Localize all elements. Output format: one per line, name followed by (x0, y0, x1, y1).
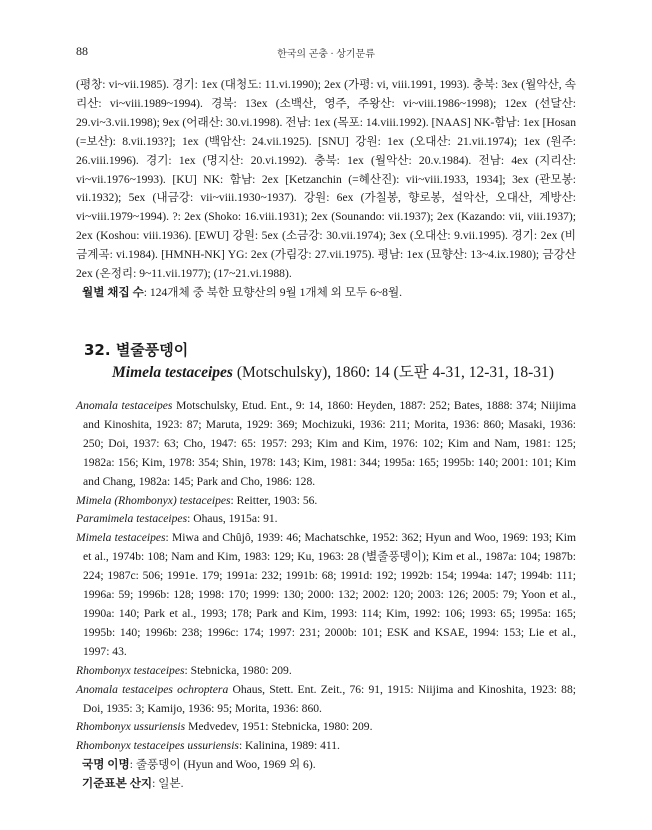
synonym-citations: Motschulsky, Etud. Ent., 9: 14, 1860: Heyden, 1887: 252; Bates, 1888: 374; Niijima and Kinoshita, 1923: 87; Maruta, 1929: 369; Mochizuki, 1936: 211; Morita, 1936: 860; Masaki, 1936: 250; Doi, 1937: 63; Cho, 1947: 65: 1957: 293; Kim and Kim, 1976: 102; Kim and Nam, 1981: 125; 1982a: 156; Kim, 1978: 354; Shin, 1978: 143; Kim, 1981: 344; 1995a: 165; 1995b: 140; 2001: 101; Kim and Chang, 1982a: 145; Park and Cho, 1986: 128. (83, 399, 576, 488)
synonym-name: Anomala testaceipes (76, 399, 173, 412)
species-number-line (84, 340, 584, 360)
records-paragraph: (평창: vi~vii.1985). 경기: 1ex (대청도: 11.vi.1990); 2ex (가평: vi, viii.1991, 1993). 충북: 3ex (월악산, 속리산: vi~viii.1989~1994). 경북: 13ex (소백산, 영주, 주왕산: vi~viii.1986~1998); 12ex (선달산: 29.vi~3.vii.1998); 9ex (어래산: 30.vi.1998). 전남: 1ex (목포: 14.viii.1992). [NAAS] NK-함남: 1ex [Hosan (=보산): 8.vii.193?]; 1ex (백암산: 24.vii.1925). [SNU] 강원: 1ex (오대산: 21.vii.1974); 1ex (원주: 26.viii.1996). 경기: 1ex (명지산: 20.vi.1992). 충북: 1ex (월악산: 20.v.1984). 전남: 4ex (지리산: vi~vii.1976~1993). [KU] NK: 함남: 2ex [Ketzanchin (=혜산진): vii~viii.1933, 1934]; 3ex (관모봉: vii.1932); 5ex (내금강: vii~viii.1930~1937). 강원: 6ex (가칠봉, 향로봉, 설악산, 오대산, 계방산: vi~viii.1979~1994). ?: 2ex (Shoko: 16.viii.1931); 2ex (Sounando: vii.1937); 2ex (Kazando: vii, viii.1937); 2ex (Koshou: viii.1936). [EWU] 강원: 5ex (소금강: 30.vii.1974); 3ex (오대산: 9.vii.1995). 경기: 2ex (비금계곡: vi.1984). [HMNH-NK] YG: 2ex (가림강: 27.vii.1975). 평남: 1ex (묘향산: 13~4.ix.1980); 금강산 2ex (온정리: 9~11.vii.1977); (17~21.vi.1988). (76, 78, 576, 281)
synonym-entry (76, 510, 576, 529)
synonymy-list (76, 397, 576, 794)
running-head: 한국의 곤충 · 상기문류 (277, 49, 375, 60)
korean-name-variants-text: : 줄풍뎅이 (Hyun and Woo, 1969 외 6). (129, 758, 316, 772)
synonym-citations: Medvedev, 1951: Stebnicka, 1980: 209. (185, 720, 373, 734)
species-scientific-line (112, 362, 584, 383)
synonym-entry (76, 492, 576, 511)
synonym-citations: : Reitter, 1903: 56. (230, 493, 318, 507)
synonym-name: Rhombonyx testaceipes ussuriensis (76, 739, 239, 753)
species-scientific-name: Mimela testaceipes (112, 364, 233, 381)
synonym-citations: : Kalinina, 1989: 411. (238, 739, 340, 753)
synonym-entry (76, 718, 576, 737)
species-number: 32. (84, 341, 111, 359)
synonym-entry (76, 397, 576, 492)
synonym-name: Mimela (Rhombonyx) testaceipes (76, 493, 231, 507)
synonym-name: Rhombonyx ussuriensis (76, 720, 186, 734)
synonym-citations: : Miwa and Chûjô, 1939: 46; Machatschke, 1952: 362; Hyun and Woo, 1969: 193; Kim et al., 1974b: 108; Nam and Kim, 1983: 129; Ku, 1963: 28 (별줄풍뎅이); Kim et al., 1987a: 104; 1987b: 224; 1987c: 506; 1991e. 179; 1991a: 232; 1991b: 68; 1991d: 192; 1992b: 154; 1994a: 147; 1994b: 111; 1996a: 59; 1996b: 128; 1998: 170; 1999: 130; 2000: 132; 2002: 120; 2003: 126; 2005: 79; Yoon et al., 1990a: 140; Park et al., 1993; 178; Park and Kim, 1993: 114; Kim, 1992: 106; 1993: 65; 1995a: 165; 1995b: 140; 1996b: 238; 1996c: 174; 1997: 231; 2000b: 101; ESK and KSAE, 1994: 153; Lie et al., 1997: 43. (83, 531, 576, 658)
type-locality (82, 775, 576, 794)
korean-name-variants (82, 756, 576, 775)
synonym-name: Paramimela testaceipes (76, 512, 188, 526)
species-heading (84, 340, 584, 383)
page-number: 88 (76, 44, 88, 58)
monthly-collection-label: 월별 채집 수 (82, 285, 144, 299)
synonym-name: Rhombonyx testaceipes (76, 663, 185, 677)
synonym-citations: : Ohaus, 1915a: 91. (187, 512, 278, 526)
type-locality-text: : 일본. (152, 777, 184, 791)
synonym-name: Anomala testaceipes ochroptera (76, 682, 229, 696)
synonym-entry (76, 737, 576, 756)
synonym-entry (76, 662, 576, 681)
korean-name-variants-label: 국명 이명 (82, 758, 130, 772)
synonym-name: Mimela testaceipes (76, 531, 166, 545)
monthly-collection-text: : 124개체 중 북한 묘향산의 9월 1개체 외 모두 6~8월. (143, 285, 403, 299)
monthly-collection-summary (82, 284, 576, 303)
synonym-citations: : Stebnicka, 1980: 209. (184, 663, 292, 677)
synonym-entry (76, 529, 576, 661)
collection-records (76, 76, 576, 303)
species-author-year: (Motschulsky), 1860: 14 (도판 4-31, 12-31, 18-31) (232, 364, 554, 381)
synonym-citations: Ohaus, Stett. Ent. Zeit., 76: 91, 1915: Niijima and Kinoshita, 1923: 88; Doi, 1935: 3; Kamijo, 1936: 95; Morita, 1936: 860. (83, 682, 576, 715)
synonym-entry (76, 681, 576, 719)
species-korean-name: 별줄풍뎅이 (115, 341, 189, 359)
type-locality-label: 기준표본 산지 (82, 777, 153, 791)
